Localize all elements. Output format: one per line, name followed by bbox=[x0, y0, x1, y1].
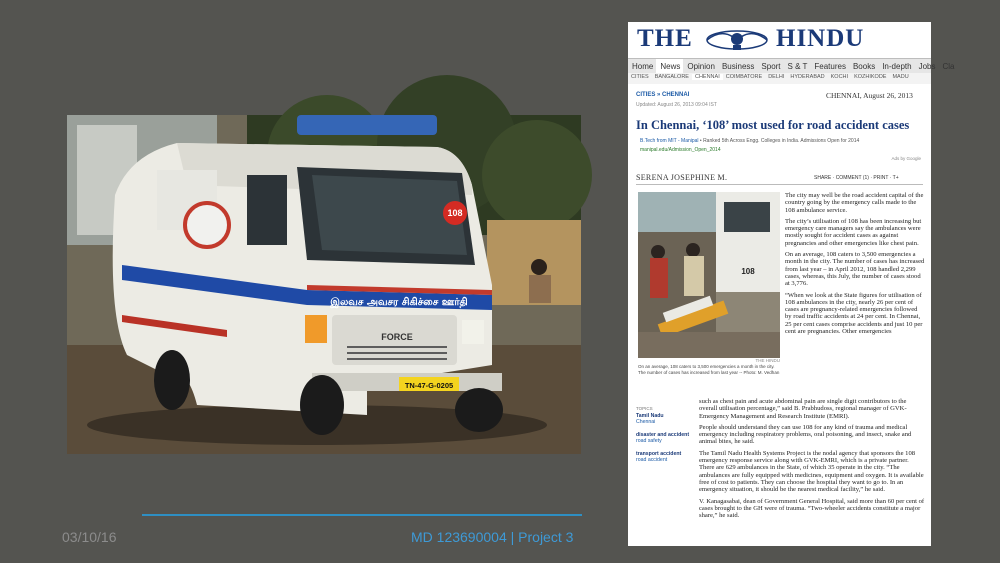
print-button[interactable]: PRINT bbox=[873, 175, 889, 181]
newspaper-clipping bbox=[628, 22, 955, 546]
signage-text: இலவச அவசர சிகிச்சை ஊர்தி bbox=[330, 297, 468, 308]
article-headline: In Chennai, ‘108’ most used for road accident cases bbox=[636, 118, 910, 132]
topic-item[interactable]: road safety bbox=[636, 438, 662, 444]
nav-features[interactable]: Features bbox=[814, 62, 846, 71]
subnav-chennai[interactable]: CHENNAI bbox=[692, 74, 723, 80]
paragraph-5: such as chest pain and acute abdominal pain are single digit contributors to the overall utilisation percentage,” said B. Prabhudoss, regional manager of GVK-Emergency Management and Research Institute (EMRI). bbox=[699, 398, 907, 420]
slide-footer-title: MD 123690004 | Project 3 bbox=[411, 529, 574, 545]
byline: SERENA JOSEPHINE M. bbox=[636, 173, 728, 182]
subnav-kochi[interactable]: KOCHI bbox=[830, 74, 849, 80]
topics-sidebar bbox=[636, 406, 694, 464]
photo-caption bbox=[638, 359, 780, 376]
paragraph-8: V. Kanagasabai, dean of Government General Hospital, said more than 60 per cent of cases brought to the GH were of trauma. “Two-wheeler accidents constitute a major share,” he said. bbox=[699, 497, 925, 520]
emblem-icon bbox=[703, 27, 771, 51]
nav-news[interactable]: News bbox=[656, 59, 683, 74]
subnav-kozhikode[interactable]: KOZHIKODE bbox=[854, 74, 887, 80]
article-photo-illustration bbox=[638, 192, 780, 358]
ads-by-google[interactable]: Ads by Google bbox=[891, 156, 921, 161]
masthead-the: THE bbox=[637, 25, 693, 52]
subnav-madurai[interactable]: MADU bbox=[892, 74, 909, 80]
nav-in-depth[interactable]: In-depth bbox=[882, 62, 912, 71]
nav-jobs[interactable]: Jobs bbox=[918, 62, 936, 71]
share-bar: SHARE · COMMENT (1) · PRINT · T+ bbox=[814, 175, 899, 181]
article-photo bbox=[638, 192, 780, 358]
paragraph-1: The city may well be the road accident capital of the country going by the emergency calls made to the 108 ambulance service. bbox=[785, 192, 924, 214]
ad-link[interactable]: B.Tech from MIT - Manipal bbox=[640, 138, 699, 144]
paragraph-4: “When we look at the State figures for utilisation of 108 ambulances in the city, nearly 26 per cent of cases are pregnancy-related emergencies followed by road traffic accidents at 24 per cent. In Chennai, 25 per cent cases comprise accidents and just 10 per cent are pregnancies. Other emergencies bbox=[785, 291, 923, 336]
comment-button[interactable]: COMMENT (1) bbox=[835, 175, 869, 181]
ambulance-photo bbox=[67, 115, 581, 454]
sponsored-ad bbox=[640, 137, 920, 155]
paragraph-3: On an average, 108 caters to 3,500 emergencies a month in the city. The number of cases has increased from last year – in April 2012, 108 handled 2,299 cases, whereas, this July, the number of cases stood at 3,776. bbox=[785, 251, 925, 288]
ambulance-illustration bbox=[67, 115, 581, 454]
updated-timestamp: Updated: August 26, 2013 09:04 IST bbox=[636, 102, 717, 108]
subnav-delhi[interactable]: DELHI bbox=[768, 74, 785, 80]
ad-url[interactable]: manipal.edu/Admission_Open_2014 bbox=[640, 147, 721, 153]
topics-label: TOPICS bbox=[636, 406, 653, 411]
divider bbox=[636, 184, 923, 185]
masthead-hindu: HINDU bbox=[776, 25, 865, 52]
topic-category[interactable]: disaster and accident bbox=[636, 431, 690, 438]
nav-sport[interactable]: Sport bbox=[761, 62, 781, 71]
nav-business[interactable]: Business bbox=[721, 62, 755, 71]
subnav-cities[interactable]: CITIES bbox=[631, 74, 649, 80]
topic-category[interactable]: transport accident bbox=[636, 450, 682, 457]
topic-item[interactable]: Chennai bbox=[636, 419, 656, 425]
subnav-coimbatore[interactable]: COIMBATORE bbox=[725, 74, 763, 80]
slide-date: 03/10/16 bbox=[62, 529, 117, 545]
topic-category[interactable]: Tamil Nadu bbox=[636, 412, 664, 419]
ad-text: • Ranked 5th Across Engg. Colleges in India. Admissions Open for 2014 bbox=[698, 138, 860, 144]
text-size-button[interactable]: T+ bbox=[892, 175, 899, 181]
topic-item[interactable]: road accident bbox=[636, 457, 668, 463]
plate-text: TN-47-G-0205 bbox=[404, 381, 454, 390]
masthead bbox=[628, 22, 931, 60]
dateline: CHENNAI, August 26, 2013 bbox=[826, 91, 913, 100]
breadcrumb[interactable]: CITIES » CHENNAI bbox=[636, 92, 690, 98]
nav-classifieds[interactable]: Cla bbox=[942, 62, 955, 71]
footer-rule bbox=[142, 514, 582, 516]
inset-badge: 108 bbox=[741, 267, 755, 276]
brand-text: FORCE bbox=[381, 332, 413, 342]
paragraph-7: The Tamil Nadu Health Systems Project is the nodal agency that sponsors the 108 emergency response service along with GVK-EMRI, which is a private partner. There are 629 ambulances in the State, of which 35 operate in the city. “The ambulances are fully equipped with medicines, equipment and oxygen. It is available free of cost to patients. They can choose the hospital they want to go to. In an emergency situation, it should be the nearest medical facility,” he said. bbox=[699, 449, 924, 494]
caption-text: On an average, 108 caters to 3,500 emergencies a month in the city. The number of cases has increased from last year -- Photo: M. Vedhan bbox=[638, 364, 780, 375]
paragraph-6: People should understand they can use 108 for any kind of trauma and medical emergency including respiratory problems, oral poisoning, and insect, snake and animal bites, he said. bbox=[699, 423, 912, 446]
photo-credit: THE HINDU bbox=[755, 358, 780, 363]
nav-books[interactable]: Books bbox=[852, 62, 876, 71]
badge-text: 108 bbox=[447, 208, 463, 218]
article-column-right bbox=[785, 192, 925, 339]
subnav-bangalore[interactable]: BANGALORE bbox=[654, 74, 689, 80]
cities-subnav bbox=[628, 73, 931, 84]
nav-opinion[interactable]: Opinion bbox=[687, 62, 715, 71]
paragraph-2: The city’s utilisation of 108 has been increasing but emergency care managers say the ambulances were mostly sought for accident cases as against pregnancies and other emergencies like chest pain. bbox=[785, 217, 922, 247]
subnav-hyderabad[interactable]: HYDERABAD bbox=[790, 74, 825, 80]
nav-home[interactable]: Home bbox=[632, 62, 654, 71]
nav-s-and-t[interactable]: S & T bbox=[787, 62, 808, 71]
share-button[interactable]: SHARE bbox=[814, 175, 832, 181]
article-continuation bbox=[699, 398, 925, 523]
